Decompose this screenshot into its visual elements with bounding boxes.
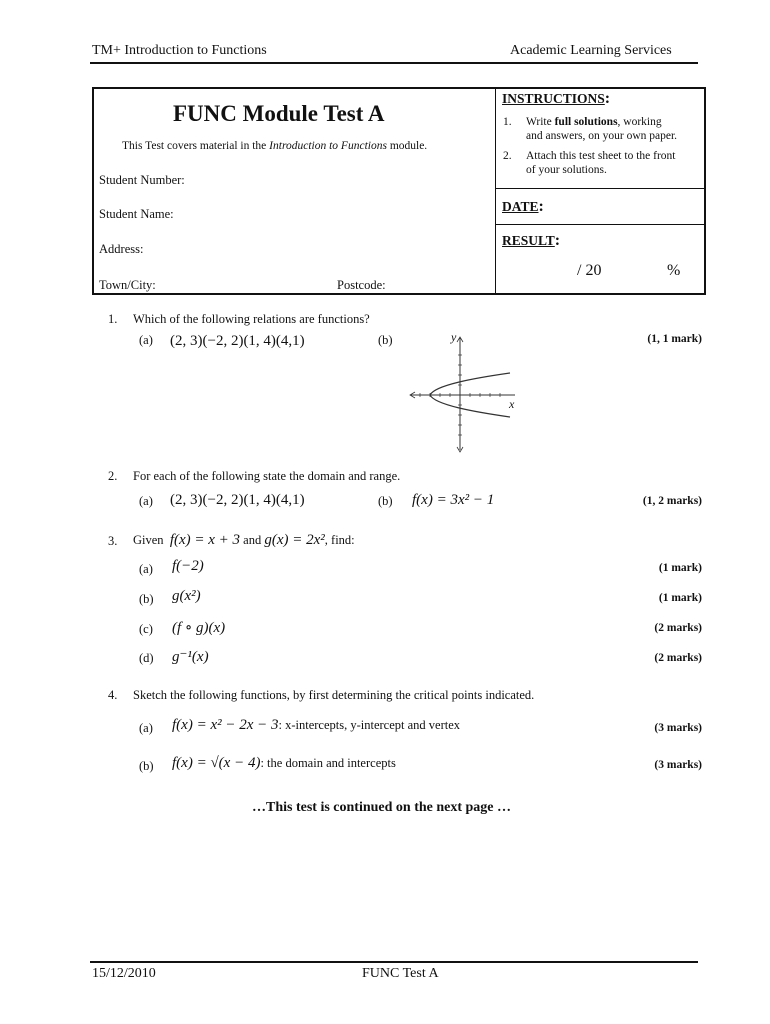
instruction-2-number: 2. (503, 150, 512, 162)
q1-number: 1. (108, 312, 118, 326)
q3a-math: f(−2) (172, 558, 204, 574)
q4b-line: f(x) = √(x − 4): the domain and intercepts (172, 755, 396, 771)
q3-number: 3. (108, 534, 118, 548)
q3b-math: g(x²) (172, 588, 201, 604)
q3c-math: (f ∘ g)(x) (172, 620, 226, 636)
instruction-1: Write full solutions, working (526, 116, 662, 128)
instruction-1-cont: and answers, on your own paper. (526, 130, 678, 142)
continued-note: …This test is continued on the next page … (252, 800, 512, 815)
footer-title: FUNC Test A (362, 966, 439, 981)
q1b-label: (b) (378, 333, 393, 347)
instruction-2-cont: of your solutions. (526, 164, 607, 176)
q1b-graph (405, 330, 525, 455)
instruction-1-number: 1. (503, 116, 512, 128)
q2a-math: (2, 3)(−2, 2)(1, 4)(4,1) (170, 492, 305, 508)
header-left: TM+ Introduction to Functions (92, 43, 267, 58)
address-label: Address: (99, 242, 144, 256)
q3a-marks: (1 mark) (658, 562, 702, 574)
footer-date: 15/12/2010 (92, 966, 156, 981)
header-rule (90, 62, 698, 64)
result-score: / 20 (577, 262, 602, 279)
student-number-label: Student Number: (99, 173, 185, 187)
result-label: RESULT: (502, 232, 561, 249)
postcode-label: Postcode: (337, 278, 386, 292)
q3c-marks: (2 marks) (654, 622, 702, 634)
footer-rule (90, 961, 698, 963)
q1-marks: (1, 1 mark) (647, 333, 702, 345)
student-name-label: Student Name: (99, 207, 174, 221)
q2b-label: (b) (378, 494, 393, 508)
town-label: Town/City: (99, 278, 156, 292)
q3-given: Given f(x) = x + 3 and g(x) = 2x², find: (133, 532, 355, 548)
info-box-divider (495, 87, 496, 295)
q4-number: 4. (108, 688, 118, 702)
q4a-marks: (3 marks) (654, 722, 702, 734)
q2-text: For each of the following state the domain and range. (133, 469, 401, 483)
q2b-math: f(x) = 3x² − 1 (412, 492, 495, 508)
q1b-x-label: x (509, 397, 515, 411)
q3a-label: (a) (139, 562, 153, 576)
q3c-label: (c) (139, 622, 153, 636)
q4b-marks: (3 marks) (654, 759, 702, 771)
date-rule (495, 224, 706, 225)
q3b-marks: (1 mark) (658, 592, 702, 604)
covers-text: This Test covers material in the Introduction to Functions module. (122, 140, 428, 152)
instructions-heading: INSTRUCTIONS: (502, 90, 611, 107)
q4a-label: (a) (139, 721, 153, 735)
q4-text: Sketch the following functions, by first determining the critical points indicated. (133, 688, 535, 702)
result-percent: % (667, 262, 681, 279)
q1b-y-label: y (451, 330, 457, 344)
q1-text: Which of the following relations are functions? (133, 312, 370, 326)
date-label: DATE: (502, 198, 544, 215)
header-right: Academic Learning Services (510, 43, 672, 58)
instruction-2: Attach this test sheet to the front (526, 150, 676, 162)
q2-number: 2. (108, 469, 118, 483)
test-title: FUNC Module Test A (173, 101, 385, 126)
q2-marks: (1, 2 marks) (642, 495, 702, 507)
q1a-math: (2, 3)(−2, 2)(1, 4)(4,1) (170, 333, 305, 349)
q4b-label: (b) (139, 759, 154, 773)
q3b-label: (b) (139, 592, 154, 606)
q3d-math: g⁻¹(x) (172, 649, 209, 665)
instructions-rule (495, 188, 706, 189)
q4a-line: f(x) = x² − 2x − 3: x-intercepts, y-intercept and vertex (172, 717, 461, 733)
q3d-label: (d) (139, 651, 154, 665)
q3d-marks: (2 marks) (654, 652, 702, 664)
q2a-label: (a) (139, 494, 153, 508)
q1a-label: (a) (139, 333, 153, 347)
